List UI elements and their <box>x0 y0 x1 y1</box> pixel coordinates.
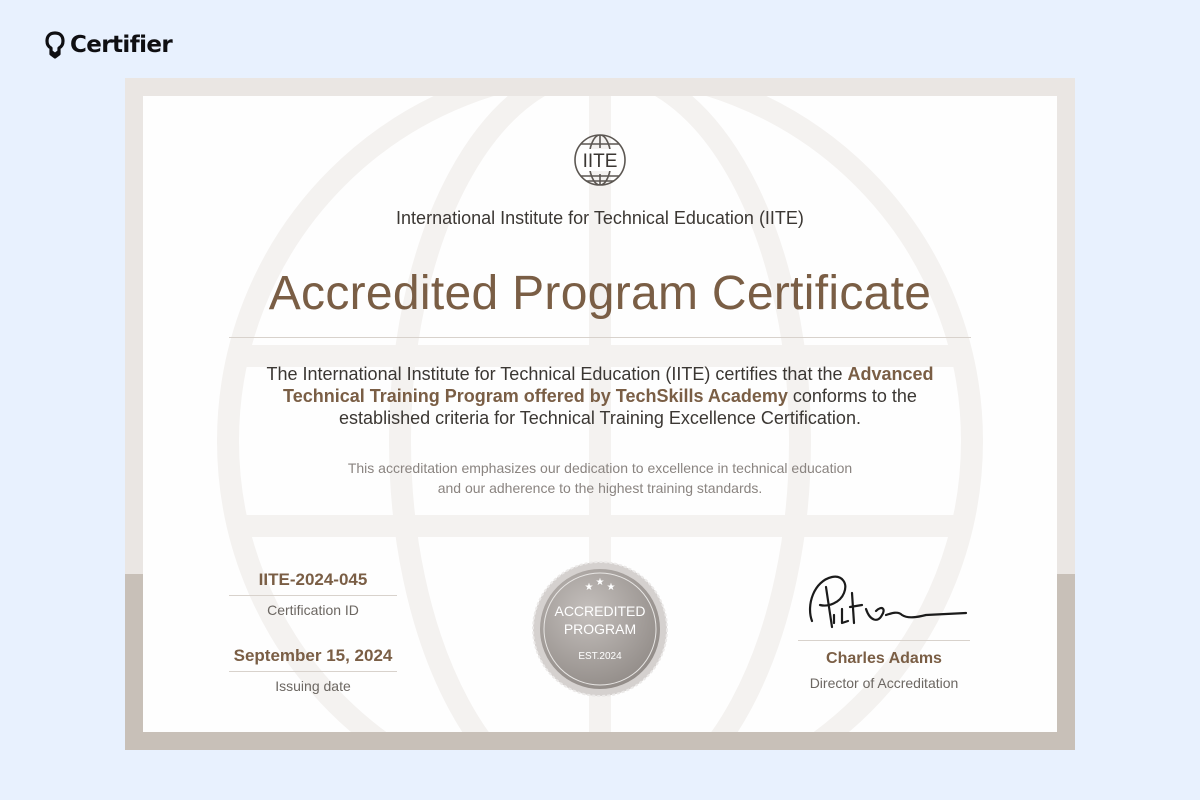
signer-name: Charles Adams <box>826 650 942 667</box>
seal-star-icon: ★ <box>606 582 616 593</box>
organization-name: International Institute for Technical Education (IITE) <box>396 208 804 228</box>
issue-date-value: September 15, 2024 <box>229 646 397 672</box>
signature-line <box>798 640 970 641</box>
certification-id-label: Certification ID <box>267 602 359 618</box>
certification-id-field <box>229 570 397 618</box>
certifier-logo-icon <box>44 30 66 60</box>
seal-star-icon: ★ <box>584 582 594 593</box>
brand-name: Certifier <box>70 32 173 58</box>
issue-date-field <box>229 646 397 694</box>
handwritten-signature <box>798 565 970 637</box>
certification-id-value: IITE-2024-045 <box>229 570 397 596</box>
signer-role: Director of Accreditation <box>809 675 959 691</box>
seal-line-1: ACCREDITED <box>554 603 646 619</box>
certificate-title: Accredited Program Certificate <box>268 267 932 320</box>
title-divider <box>229 337 971 338</box>
iite-globe-logo-icon <box>570 130 630 190</box>
seal-est: EST.2024 <box>578 651 622 662</box>
certificate-statement: The International Institute for Technical Education (IITE) certifies that the Advanced Technical Training Program offered by TechSkills Academy conforms to the established criteria for Technical Training Excellence Certification. <box>266 364 934 428</box>
svg-text:IITE: IITE <box>582 151 618 172</box>
certificate-card <box>143 96 1057 732</box>
seal-line-2: PROGRAM <box>563 621 637 637</box>
seal-star-icon: ★ <box>595 577 605 588</box>
certificate-frame <box>125 78 1075 750</box>
accreditation-note: This accreditation emphasizes our dedication to excellence in technical education and our adherence to the highest training standards. <box>347 460 853 496</box>
accredited-seal-badge <box>531 560 669 698</box>
program-name: Advanced Technical Training Program offered by TechSkills Academy <box>283 364 934 406</box>
issue-date-label: Issuing date <box>275 678 351 694</box>
certifier-brand <box>44 30 172 60</box>
signature-block <box>798 565 970 691</box>
